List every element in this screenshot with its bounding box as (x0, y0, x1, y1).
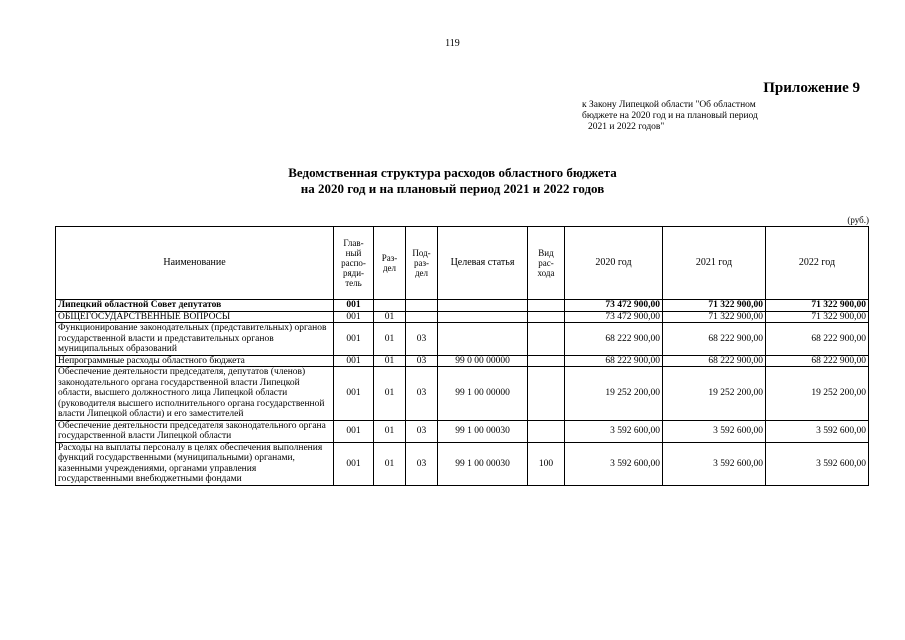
row-manager: 001 (334, 355, 374, 367)
row-section: 01 (374, 323, 406, 356)
row-expense-type (528, 311, 565, 323)
row-name: Расходы на выплаты персоналу в целях обеспечения выполнения функций государственными (муниципальными) органами, казенными учреждениями, органами управления государственными внебюджетными фондами (56, 442, 334, 485)
header-subsection: Под- раз- дел (406, 227, 438, 300)
row-expense-type (528, 420, 565, 442)
row-2022: 19 252 200,00 (766, 367, 869, 421)
row-expense-type (528, 323, 565, 356)
row-2020: 68 222 900,00 (565, 355, 663, 367)
row-section: 01 (374, 367, 406, 421)
header-2020: 2020 год (565, 227, 663, 300)
header-target: Целевая статья (438, 227, 528, 300)
row-name: Липецкий областной Совет депутатов (56, 300, 334, 312)
row-name: Обеспечение деятельности председателя законодательного органа государственной власти Липецкой области (56, 420, 334, 442)
table-row (56, 355, 869, 367)
row-subsection: 03 (406, 367, 438, 421)
appendix-note-line: 2021 и 2022 годов" (588, 122, 665, 132)
row-2020: 68 222 900,00 (565, 323, 663, 356)
row-manager: 001 (334, 300, 374, 312)
row-manager: 001 (334, 442, 374, 485)
header-2021: 2021 год (663, 227, 766, 300)
row-manager: 001 (334, 367, 374, 421)
row-2021: 3 592 600,00 (663, 442, 766, 485)
row-2022: 68 222 900,00 (766, 323, 869, 356)
header-manager: Глав- ный распо- ряди- тель (334, 227, 374, 300)
row-2021: 19 252 200,00 (663, 367, 766, 421)
row-2021: 3 592 600,00 (663, 420, 766, 442)
page-number: 119 (445, 38, 460, 49)
appendix-title: Приложение 9 (763, 80, 860, 96)
row-2021: 68 222 900,00 (663, 355, 766, 367)
table-row (56, 442, 869, 485)
row-subsection: 03 (406, 323, 438, 356)
row-target (438, 323, 528, 356)
header-section: Раз- дел (374, 227, 406, 300)
budget-table (55, 226, 869, 486)
header-name: Наименование (56, 227, 334, 300)
row-section (374, 300, 406, 312)
row-2021: 71 322 900,00 (663, 300, 766, 312)
row-target (438, 311, 528, 323)
row-manager: 001 (334, 323, 374, 356)
row-2020: 3 592 600,00 (565, 420, 663, 442)
row-2020: 3 592 600,00 (565, 442, 663, 485)
row-target: 99 0 00 00000 (438, 355, 528, 367)
appendix-note-line: к Закону Липецкой области "Об областном (582, 100, 756, 110)
row-expense-type (528, 355, 565, 367)
table-row (56, 367, 869, 421)
table-header-row (56, 227, 869, 300)
document-title (0, 165, 905, 197)
row-expense-type (528, 367, 565, 421)
table-row (56, 420, 869, 442)
table-row (56, 311, 869, 323)
row-name: Функционирование законодательных (представительных) органов государственной власти и представительных органов муниципальных образований (56, 323, 334, 356)
row-2021: 71 322 900,00 (663, 311, 766, 323)
row-section: 01 (374, 442, 406, 485)
row-section: 01 (374, 355, 406, 367)
document-title-line: на 2020 год и на плановый период 2021 и 2022 годов (300, 181, 605, 196)
row-manager: 001 (334, 420, 374, 442)
row-name: Непрограммные расходы областного бюджета (56, 355, 334, 367)
row-2020: 73 472 900,00 (565, 300, 663, 312)
table-row (56, 300, 869, 312)
row-name: Обеспечение деятельности председателя, депутатов (членов) законодательного органа государственной власти Липецкой области, высшего должностного лица Липецкой области (руководителя высшего исполнительного органа государственной власти Липецкой области) и его заместителей (56, 367, 334, 421)
row-section: 01 (374, 311, 406, 323)
row-subsection: 03 (406, 420, 438, 442)
row-2020: 73 472 900,00 (565, 311, 663, 323)
header-expense-type: Вид рас- хода (528, 227, 565, 300)
table-row (56, 323, 869, 356)
row-target: 99 1 00 00030 (438, 420, 528, 442)
row-target: 99 1 00 00030 (438, 442, 528, 485)
row-subsection: 03 (406, 442, 438, 485)
row-target (438, 300, 528, 312)
units-label: (руб.) (847, 215, 869, 225)
row-name: ОБЩЕГОСУДАРСТВЕННЫЕ ВОПРОСЫ (56, 311, 334, 323)
row-subsection (406, 311, 438, 323)
row-2020: 19 252 200,00 (565, 367, 663, 421)
row-expense-type: 100 (528, 442, 565, 485)
row-target: 99 1 00 00000 (438, 367, 528, 421)
header-2022: 2022 год (766, 227, 869, 300)
row-2022: 68 222 900,00 (766, 355, 869, 367)
document-title-line: Ведомственная структура расходов областного бюджета (288, 165, 617, 180)
row-2022: 71 322 900,00 (766, 311, 869, 323)
row-2022: 3 592 600,00 (766, 420, 869, 442)
row-section: 01 (374, 420, 406, 442)
row-subsection: 03 (406, 355, 438, 367)
row-expense-type (528, 300, 565, 312)
appendix-note-line: бюджете на 2020 год и на плановый период (582, 111, 758, 121)
row-2021: 68 222 900,00 (663, 323, 766, 356)
row-subsection (406, 300, 438, 312)
row-2022: 3 592 600,00 (766, 442, 869, 485)
row-manager: 001 (334, 311, 374, 323)
row-2022: 71 322 900,00 (766, 300, 869, 312)
appendix-note (582, 100, 822, 133)
